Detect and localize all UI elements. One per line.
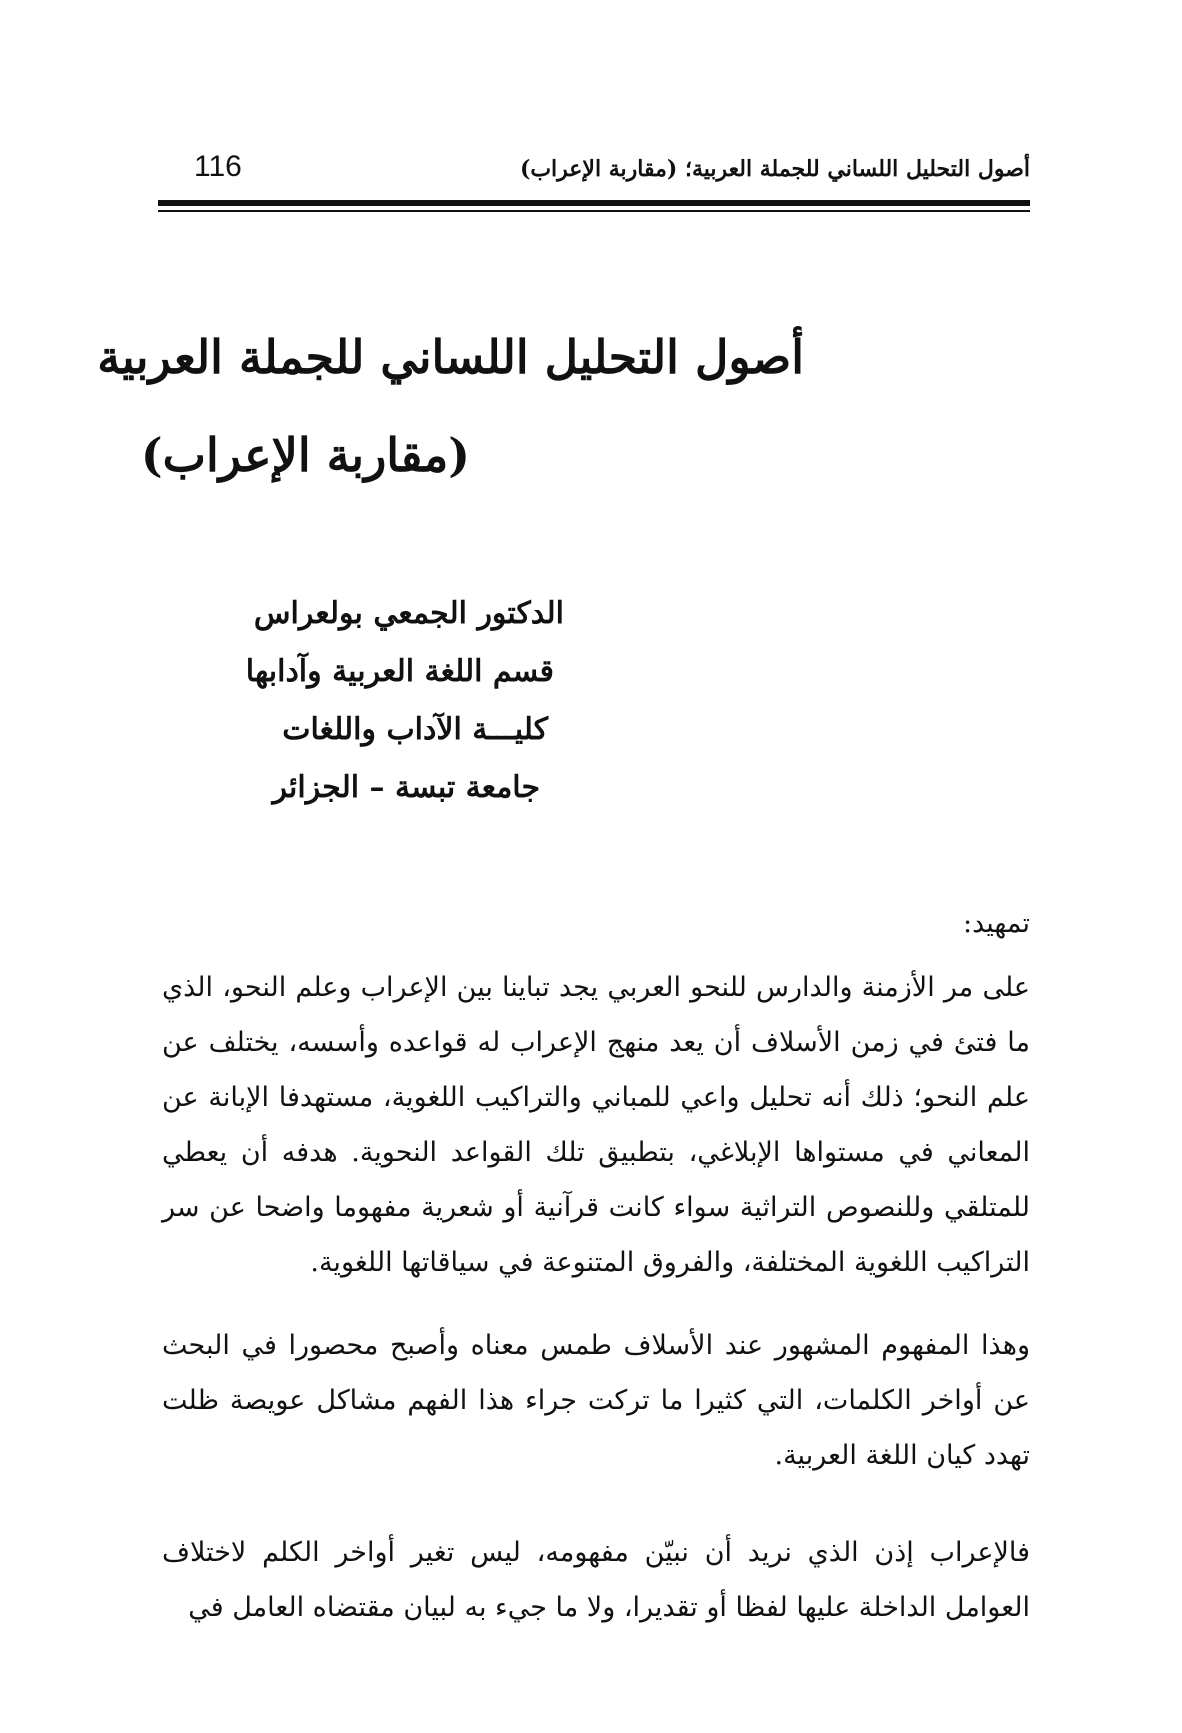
subtitle: (مقاربة الإعراب) xyxy=(140,428,470,482)
page-number: 116 xyxy=(194,150,242,183)
running-header xyxy=(158,150,1030,200)
paragraph-3: فالإعراب إذن الذي نريد أن نبيّن مفهومه، ليس تغير أواخر الكلم لاختلاف العوامل الداخلة عليها لفظا أو تقديرا، ولا ما جيء به لبيان مقتضاه العامل في xyxy=(162,1537,1030,1623)
paragraph-1: على مر الأزمنة والدارس للنحو العربي يجد تباينا بين الإعراب وعلم النحو، الذي ما فتئ في زمن الأسلاف أن يعد منهج الإعراب له قواعده وأسسه، يختلف عن علم النحو؛ ذلك أنه تحليل واعي للمباني والتراكيب اللغوية، مستهدفا الإبانة عن المعاني في مستواها الإبلاغي، بتطبيق تلك القواعد النحوية. هدفه أن يعطي للمتلقي وللنصوص التراثية سواء كانت قرآنية أو شعرية مفهوما واضحا عن سر التراكيب اللغوية المختلفة، والفروق المتنوعة في سياقاتها اللغوية. xyxy=(162,972,1030,1278)
main-title: أصول التحليل اللساني للجملة العربية xyxy=(97,330,804,384)
header-rule-thin xyxy=(158,210,1030,212)
author-faculty: كليـــة الآداب واللغات xyxy=(282,712,548,747)
author-name: الدكتور الجمعي بولعراس xyxy=(253,596,564,631)
paragraph-2: وهذا المفهوم المشهور عند الأسلاف طمس معناه وأصبح محصورا في البحث عن أواخر الكلمات، التي كثيرا ما تركت جراء هذا الفهم مشاكل عويصة ظلت تهدد كيان اللغة العربية. xyxy=(162,1330,1030,1471)
author-university: جامعة تبسة – الجزائر xyxy=(272,770,540,805)
author-department: قسم اللغة العربية وآدابها xyxy=(245,654,554,689)
running-header-title: أصول التحليل اللساني للجملة العربية؛ (مقاربة الإعراب) xyxy=(519,156,1030,182)
header-rule-thick xyxy=(158,200,1030,206)
section-heading: تمهيد: xyxy=(963,908,1030,939)
author-block xyxy=(246,585,564,817)
